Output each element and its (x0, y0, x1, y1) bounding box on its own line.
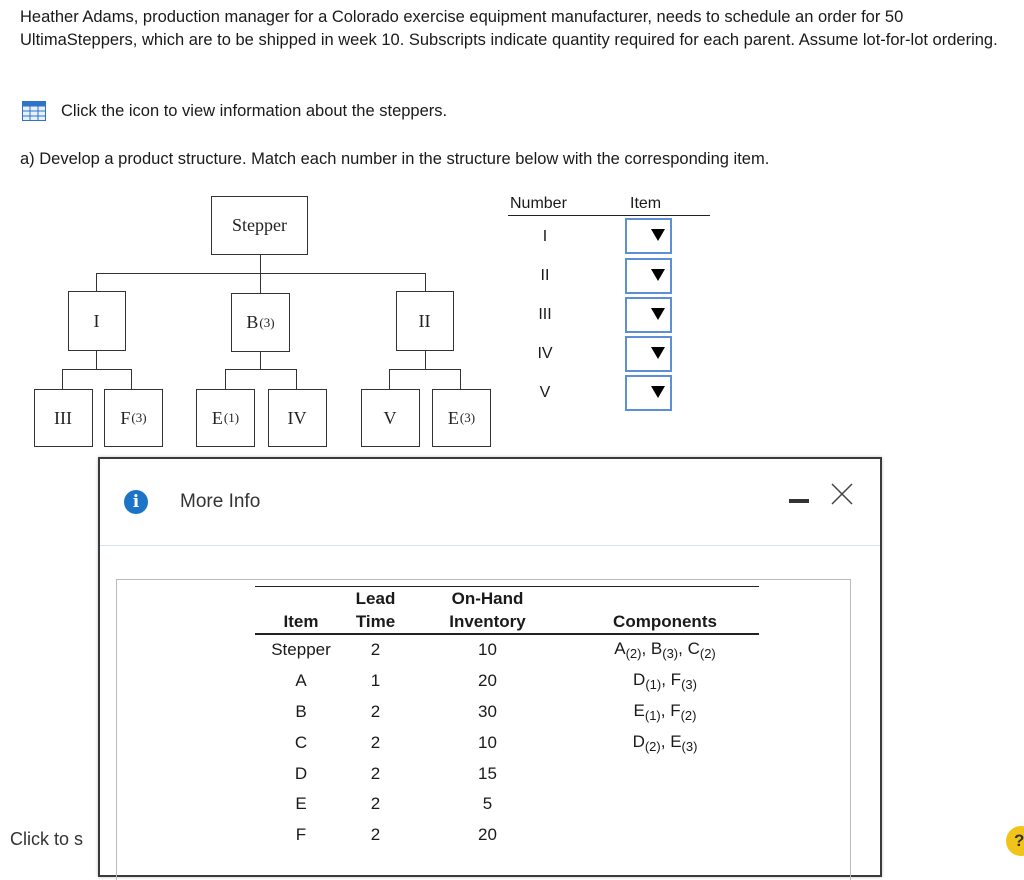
item-cell: F (295, 825, 307, 845)
more-info-dialog (98, 457, 882, 877)
component-item: C (687, 639, 700, 659)
table-row (255, 820, 759, 851)
item-col-header: Item (255, 610, 347, 634)
tree-node-root (211, 196, 308, 255)
col-spacer (255, 587, 347, 611)
component-qty: (3) (662, 646, 679, 662)
tree-node-label: E (211, 407, 223, 428)
dropdown-arrow-icon (651, 269, 665, 281)
connector (131, 369, 132, 389)
tree-node-l2-4 (268, 389, 327, 447)
connector (425, 351, 426, 369)
item-dropdown-2[interactable] (625, 258, 672, 294)
lead-header-2: Time (347, 610, 404, 634)
stepper-info-table (255, 586, 759, 851)
component-qty: (2) (699, 646, 716, 662)
components-cell: $E_{(1)}$, $F_{(2)}$ (633, 700, 697, 723)
item-cell: D (294, 763, 308, 783)
connector (260, 352, 261, 369)
onhand-cell: 20 (478, 825, 497, 845)
item-dropdown-3[interactable] (625, 297, 672, 333)
tree-node-l1-2 (231, 293, 290, 352)
tree-node-qty: (1) (223, 410, 240, 425)
component-qty: (2) (644, 738, 661, 754)
onhand-cell: 15 (478, 763, 497, 783)
components-cell: $A_{(2)}$, $B_{(3)}$, $C_{(2)}$ (614, 639, 716, 662)
dialog-title: More Info (180, 491, 261, 512)
item-dropdown-1[interactable] (625, 218, 672, 254)
components-cell (571, 820, 759, 851)
component-qty: (1) (645, 677, 662, 693)
info-hint-text: Click the icon to view information about the steppers. (61, 101, 448, 120)
problem-statement: Heather Adams, production manager for a Colorado exercise equipment manufacturer, needs to schedule an order for 50 UltimaSteppers, which are to be shipped in week 10. Subscripts indicate quantity required for each parent. Assume lot-for-lot ordering. (20, 8, 998, 49)
dialog-header (100, 459, 880, 546)
header-divider (508, 215, 710, 216)
minimize-button[interactable] (787, 490, 813, 510)
item-cell: Stepper (271, 640, 331, 660)
col-spacer (571, 587, 759, 611)
component-item: F (670, 670, 682, 690)
dropdown-arrow-icon (651, 347, 665, 359)
match-number: IV (537, 345, 553, 362)
partial-link-text[interactable]: Click to s (10, 829, 84, 849)
components-cell: $D_{(1)}$, $F_{(3)}$ (633, 670, 697, 693)
onhand-header-2: Inventory (404, 610, 571, 634)
component-item: B (650, 639, 663, 659)
lead-cell: 2 (370, 701, 381, 721)
onhand-cell: 10 (478, 732, 497, 752)
table-row (255, 697, 759, 728)
tree-node-label: II (418, 310, 431, 331)
tree-node-label: III (54, 407, 72, 428)
tree-node-l2-5 (361, 389, 420, 447)
item-cell: E (295, 794, 307, 814)
components-header: Components (571, 610, 759, 634)
match-number: V (539, 384, 551, 401)
tree-node-label: V (383, 407, 397, 428)
component-item: A (614, 639, 626, 659)
minimize-icon (789, 499, 809, 503)
component-qty: (3) (681, 738, 698, 754)
connector (96, 273, 97, 291)
tree-node-l1-3 (396, 291, 454, 351)
tree-node-qty: (3) (459, 410, 476, 425)
info-hint (22, 101, 447, 121)
onhand-cell: 5 (482, 794, 493, 814)
components-cell (571, 789, 759, 820)
connector (62, 369, 132, 370)
component-qty: (2) (680, 707, 697, 723)
connector (296, 369, 297, 389)
tree-node-l2-1 (34, 389, 93, 447)
lead-cell: 1 (370, 671, 381, 691)
connector (389, 369, 390, 389)
tree-node-label: IV (287, 407, 307, 428)
onhand-cell: 20 (478, 671, 497, 691)
component-qty: (2) (625, 646, 642, 662)
item-dropdown-5[interactable] (625, 375, 672, 411)
number-header: Number (510, 195, 567, 212)
tree-node-l2-3 (196, 389, 255, 447)
item-cell: A (295, 671, 307, 691)
lead-cell: 2 (370, 825, 381, 845)
dropdown-arrow-icon (651, 229, 665, 241)
dropdown-arrow-icon (651, 386, 665, 398)
match-number: II (540, 267, 550, 284)
close-icon[interactable] (829, 481, 855, 507)
component-qty: (1) (644, 707, 661, 723)
dropdown-arrow-icon (651, 308, 665, 320)
item-cell: B (295, 701, 307, 721)
connector (225, 369, 226, 389)
component-item: F (670, 700, 681, 720)
data-table-icon[interactable] (22, 101, 46, 121)
lead-cell: 2 (370, 732, 381, 752)
tree-node-l2-2 (104, 389, 163, 447)
tree-node-qty: (3) (131, 410, 147, 425)
components-cell: $D_{(2)}$, $E_{(3)}$ (632, 731, 698, 754)
tree-node-qty: (3) (259, 314, 275, 330)
component-item: E (633, 700, 645, 720)
connector (225, 369, 297, 370)
connector (260, 273, 261, 293)
component-item: E (670, 731, 682, 751)
info-table-panel (116, 579, 851, 880)
components-cell (571, 758, 759, 789)
connector (260, 254, 261, 273)
info-icon: i (124, 490, 148, 514)
component-qty: (3) (681, 677, 697, 693)
onhand-cell: 10 (478, 640, 497, 660)
tree-node-label: B (246, 312, 259, 332)
component-item: D (632, 731, 645, 751)
connector (425, 273, 426, 291)
item-header: Item (630, 195, 662, 212)
connector (389, 369, 461, 370)
tree-node-label: I (93, 310, 100, 331)
tree-node-label: F (120, 407, 131, 428)
question-a: a) Develop a product structure. Match each number in the structure below with the corresponding item. (20, 150, 770, 168)
component-item: D (633, 670, 646, 690)
item-cell: C (294, 732, 308, 752)
table-row (255, 634, 759, 666)
match-number: III (538, 306, 552, 323)
lead-cell: 2 (370, 794, 381, 814)
onhand-header-1: On-Hand (404, 587, 571, 611)
lead-header-1: Lead (347, 587, 404, 611)
item-dropdown-4[interactable] (625, 336, 672, 372)
table-row (255, 789, 759, 820)
table-row (255, 666, 759, 697)
lead-cell: 2 (370, 763, 381, 783)
tree-node-l1-1 (68, 291, 126, 351)
help-icon[interactable]: ? (1006, 826, 1024, 856)
connector (96, 351, 97, 369)
connector (460, 369, 461, 389)
lead-cell: 2 (370, 640, 381, 660)
match-number: I (542, 228, 548, 245)
table-row (255, 758, 759, 789)
tree-node-l2-6 (432, 389, 491, 447)
table-row (255, 727, 759, 758)
tree-node-label: Stepper (232, 215, 287, 235)
onhand-cell: 30 (478, 701, 497, 721)
tree-node-label: E (447, 407, 459, 428)
connector (62, 369, 63, 389)
